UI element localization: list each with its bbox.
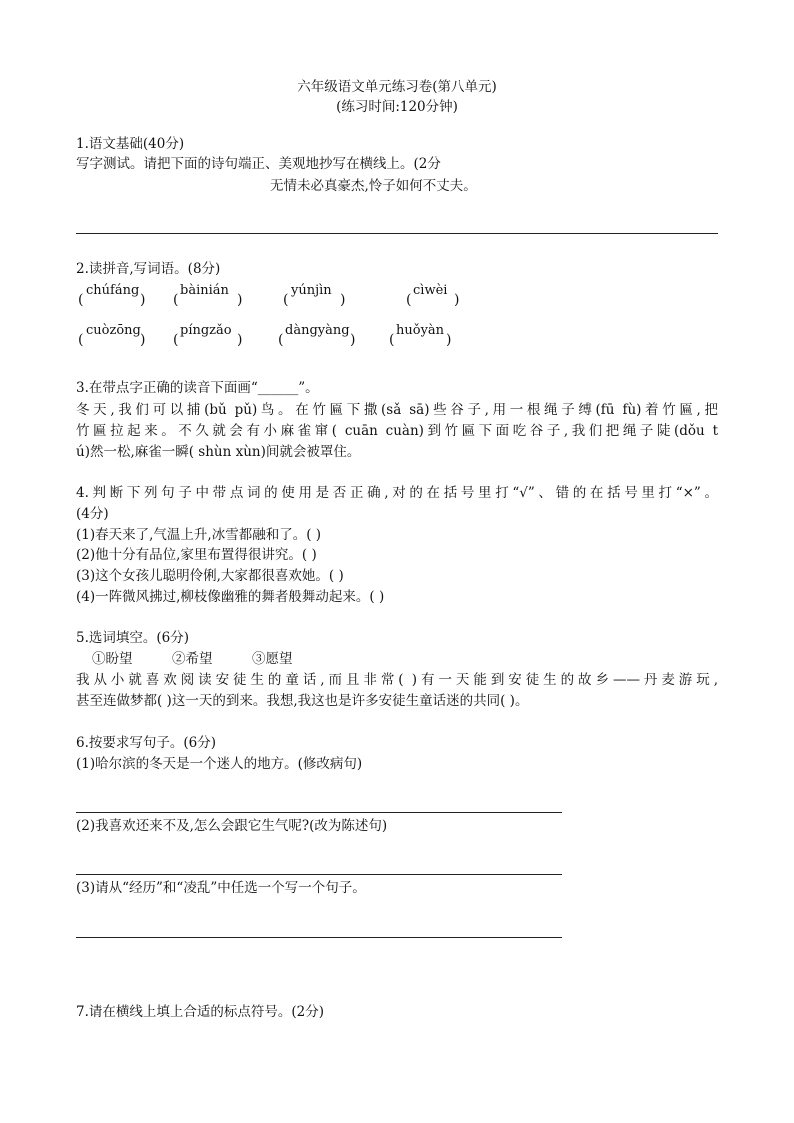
q5-line-2: 甚至连做梦都( )这一天的到来。我想,我这也是许多安徒生童话迷的共同( )。: [76, 693, 529, 709]
q6-answer-line-2[interactable]: [76, 874, 562, 875]
q6-item-2: (2)我喜欢还来不及,怎么会跟它生气呢?(改为陈述句): [76, 818, 388, 834]
close-paren: ): [237, 332, 243, 348]
q4-item-4: (4)一阵微风拂过,柳枝像幽雅的舞者般舞动起来。( ): [76, 589, 385, 605]
close-paren: ): [454, 292, 460, 308]
q6-answer-line-1[interactable]: [76, 812, 562, 813]
open-paren: (: [78, 292, 84, 308]
q1-poem: 无情未必真豪杰,怜子如何不丈夫。: [270, 178, 477, 194]
q6-heading: 6.按要求写句子。(6分): [76, 735, 217, 751]
pinyin-label: bàinián: [180, 283, 229, 298]
close-paren: ): [237, 292, 243, 308]
q4-item-1: (1)春天来了,气温上升,冰雪都融和了。( ): [76, 527, 322, 543]
pinyin-label: cìwèi: [413, 283, 448, 298]
q4-item-2: (2)他十分有品位,家里布置得很讲究。( ): [76, 547, 317, 563]
pinyin-label: huǒyàn: [396, 323, 445, 338]
pinyin-label: chúfáng: [86, 283, 140, 298]
q5-option-2: ②希望: [172, 651, 213, 667]
q3-heading: 3.在带点字正确的读音下面画“______”。: [76, 380, 319, 396]
pinyin-label: cuòzōng: [86, 323, 141, 338]
q1-instruction: 写字测试。请把下面的诗句端正、美观地抄写在横线上。(2分: [76, 156, 441, 172]
q5-option-3: ③愿望: [252, 651, 293, 667]
q5-option-1: ①盼望: [92, 651, 133, 667]
pinyin-label: yúnjìn: [291, 283, 332, 298]
q7-heading: 7.请在横线上填上合适的标点符号。(2分): [76, 1004, 325, 1020]
close-paren: ): [340, 292, 346, 308]
open-paren: (: [389, 332, 395, 348]
q3-line-2: 竹匾拉起来。不久就会有小麻雀窜( cuān cuàn)到竹匾下面吃谷子,我们把绳子陡(dǒu t: [76, 423, 718, 439]
close-paren: ): [446, 332, 452, 348]
close-paren: ): [140, 332, 146, 348]
q1-heading: 1.语文基础(40分): [76, 136, 185, 152]
q4-heading: 4.判断下列句子中带点词的使用是否正确,对的在括号里打“√”、错的在括号里打“×”。: [76, 485, 718, 501]
page-title: 六年级语文单元练习卷(第八单元): [297, 79, 497, 95]
pinyin-label: píngzǎo: [180, 323, 232, 338]
q4-item-3: (3)这个女孩儿聪明伶俐,大家都很喜欢她。( ): [76, 568, 344, 584]
q1-answer-line[interactable]: [76, 233, 718, 234]
open-paren: (: [173, 292, 179, 308]
pinyin-label: dàngyàng: [285, 323, 350, 338]
q2-heading: 2.读拼音,写词语。(8分): [76, 261, 221, 277]
q3-line-3: ú)然一松,麻雀一瞬( shùn xùn)间就会被罩住。: [76, 444, 361, 460]
open-paren: (: [78, 332, 84, 348]
open-paren: (: [283, 292, 289, 308]
q6-item-3: (3)请从“经历”和“凌乱”中任选一个写一个句子。: [76, 880, 366, 896]
q6-answer-line-3[interactable]: [76, 937, 562, 938]
open-paren: (: [173, 332, 179, 348]
close-paren: ): [140, 292, 146, 308]
q6-item-1: (1)哈尔滨的冬天是一个迷人的地方。(修改病句): [76, 756, 363, 772]
q5-heading: 5.选词填空。(6分): [76, 630, 190, 646]
open-paren: (: [406, 292, 412, 308]
open-paren: (: [278, 332, 284, 348]
close-paren: ): [350, 332, 356, 348]
q5-line-1: 我从小就喜欢阅读安徒生的童话,而且非常( )有一天能到安徒生的故乡——丹麦游玩,: [76, 672, 718, 688]
page-subtitle: (练习时间:120分钟): [336, 99, 458, 115]
q4-points: (4分): [76, 506, 109, 522]
q3-line-1: 冬天,我们可以捕(bǔ pǔ)鸟。在竹匾下撒(sǎ sā)些谷子,用一根绳子缚(fū fù)着竹匾,把: [76, 402, 718, 418]
